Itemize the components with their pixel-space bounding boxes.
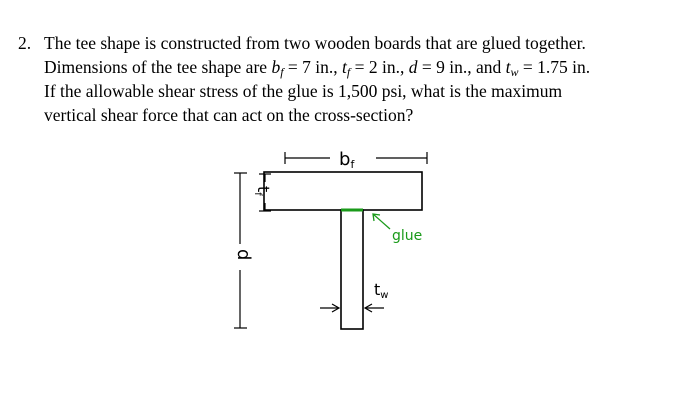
problem-number: 2. xyxy=(18,33,32,53)
problem-line-3: If the allowable shear stress of the glue is 1,500 psi, what is the maximum xyxy=(44,81,563,101)
d-label: d xyxy=(233,249,254,261)
d-dimension xyxy=(233,173,254,328)
tf-dimension xyxy=(252,174,273,211)
web-board xyxy=(341,210,363,329)
tf-label: tf xyxy=(252,186,273,196)
glue-leader xyxy=(373,214,390,229)
tw-label: tw xyxy=(374,280,389,301)
problem-line-1: The tee shape is constructed from two wooden boards that are glued together. xyxy=(44,33,586,53)
tw-subscript: w xyxy=(510,65,519,79)
bf-value: = 7 in., xyxy=(283,57,343,77)
bf-symbol: b xyxy=(271,57,281,77)
flange-board xyxy=(264,172,422,210)
bf-dimension xyxy=(285,149,427,171)
tw-symbol: t xyxy=(505,57,511,77)
glue-callout xyxy=(373,214,422,244)
d-symbol: d xyxy=(408,57,418,77)
bf-subscript: f xyxy=(280,65,284,79)
glue-label: glue xyxy=(392,228,423,244)
d-value: = 9 in., and xyxy=(417,57,506,77)
tf-symbol: t xyxy=(342,57,347,77)
tf-subscript: f xyxy=(346,65,351,79)
tw-value: = 1.75 in. xyxy=(518,57,591,77)
problem-line-4: vertical shear force that can act on the cross-section? xyxy=(44,105,414,125)
dimensions-intro: Dimensions of the tee shape are xyxy=(44,57,272,77)
tf-value: = 2 in., xyxy=(350,57,409,77)
bf-label: bf xyxy=(339,149,355,171)
tw-dimension xyxy=(320,280,388,312)
